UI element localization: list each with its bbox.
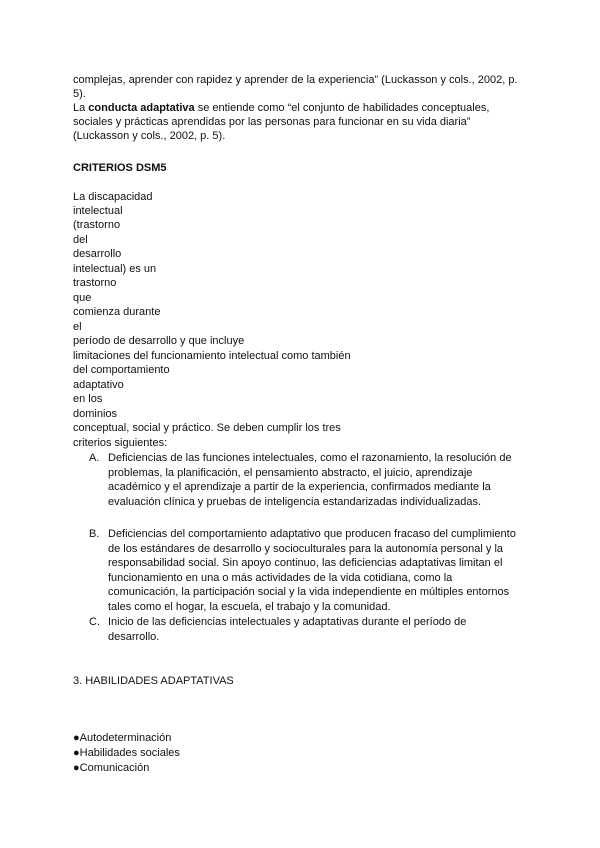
definition-line: conceptual, social y práctico. Se deben cumplir los tres xyxy=(73,422,341,434)
criterion-a-line: problemas, la planificación, el pensamiento abstracto, el juicio, aprendizaje xyxy=(108,467,473,479)
definition-line: limitaciones del funcionamiento intelectual como también xyxy=(73,350,351,362)
intro-line-1: complejas, aprender con rapidez y aprender de la experiencia” (Luckasson y cols., 2002, p. xyxy=(73,74,518,86)
intro-line-3-prefix: La xyxy=(73,102,89,114)
definition-line: intelectual xyxy=(73,205,123,217)
intro-line-3-suffix: se entiende como “el conjunto de habilidades conceptuales, xyxy=(194,102,490,114)
definition-line: criterios siguientes: xyxy=(73,437,168,449)
skill-list-item: ●Comunicación xyxy=(73,762,150,774)
skill-list-item: ●Habilidades sociales xyxy=(73,747,180,759)
criterios-heading: CRITERIOS DSM5 xyxy=(73,162,167,174)
definition-line: desarrollo xyxy=(73,248,122,260)
criterion-b-line: de los estándares de desarrollo y socioculturales para la autonomía personal y la xyxy=(108,543,504,555)
intro-line-3 xyxy=(73,101,489,115)
criterion-c-letter: C. xyxy=(89,616,100,628)
criterion-c-line: desarrollo. xyxy=(108,631,160,643)
definition-line: adaptativo xyxy=(73,379,124,391)
section-3-heading: 3. HABILIDADES ADAPTATIVAS xyxy=(73,675,234,687)
criterion-b-letter: B. xyxy=(89,528,100,540)
criterion-b-line: responsabilidad social. Sin apoyo continuo, las deficiencias adaptativas limitan el xyxy=(108,557,503,569)
criterion-c-line: Inicio de las deficiencias intelectuales y adaptativas durante el período de xyxy=(108,616,467,628)
definition-line: (trastorno xyxy=(73,219,121,231)
criterion-a-line: Deficiencias de las funciones intelectuales, como el razonamiento, la resolución de xyxy=(108,452,512,464)
definition-line: del xyxy=(73,234,88,246)
criterion-a-letter: A. xyxy=(89,452,100,464)
definition-line: trastorno xyxy=(73,277,117,289)
criterion-b-line: tales como el hogar, la escuela, el trabajo y la comunidad. xyxy=(108,601,391,613)
definition-line: intelectual) es un xyxy=(73,263,157,275)
intro-line-5: (Luckasson y cols., 2002, p. 5). xyxy=(73,130,226,142)
criterion-a-line: evaluación clínica y pruebas de inteligencia estandarizadas individualizadas. xyxy=(108,496,482,508)
definition-line: dominios xyxy=(73,408,118,420)
criterion-a-line: académico y el aprendizaje a partir de la experiencia, confirmados mediante la xyxy=(108,481,491,493)
definition-line: período de desarrollo y que incluye xyxy=(73,335,245,347)
criterion-b-line: funcionamiento en una o más actividades de la vida cotidiana, como la xyxy=(108,572,453,584)
intro-line-2: 5). xyxy=(73,88,86,100)
skill-list-item: ●Autodeterminación xyxy=(73,732,172,744)
definition-line: el xyxy=(73,321,82,333)
definition-line: comienza durante xyxy=(73,306,161,318)
conducta-adaptativa-term: conducta adaptativa xyxy=(88,102,195,114)
definition-line: La discapacidad xyxy=(73,191,153,203)
intro-line-4: sociales y prácticas aprendidas por las personas para funcionar en su vida diaria” xyxy=(73,116,471,128)
criterion-b-line: Deficiencias del comportamiento adaptativo que producen fracaso del cumplimiento xyxy=(108,528,516,540)
definition-line: del comportamiento xyxy=(73,364,170,376)
definition-line: en los xyxy=(73,393,103,405)
criterion-b-line: comunicación, la participación social y la vida independiente en múltiples entornos xyxy=(108,586,510,598)
definition-line: que xyxy=(73,292,92,304)
